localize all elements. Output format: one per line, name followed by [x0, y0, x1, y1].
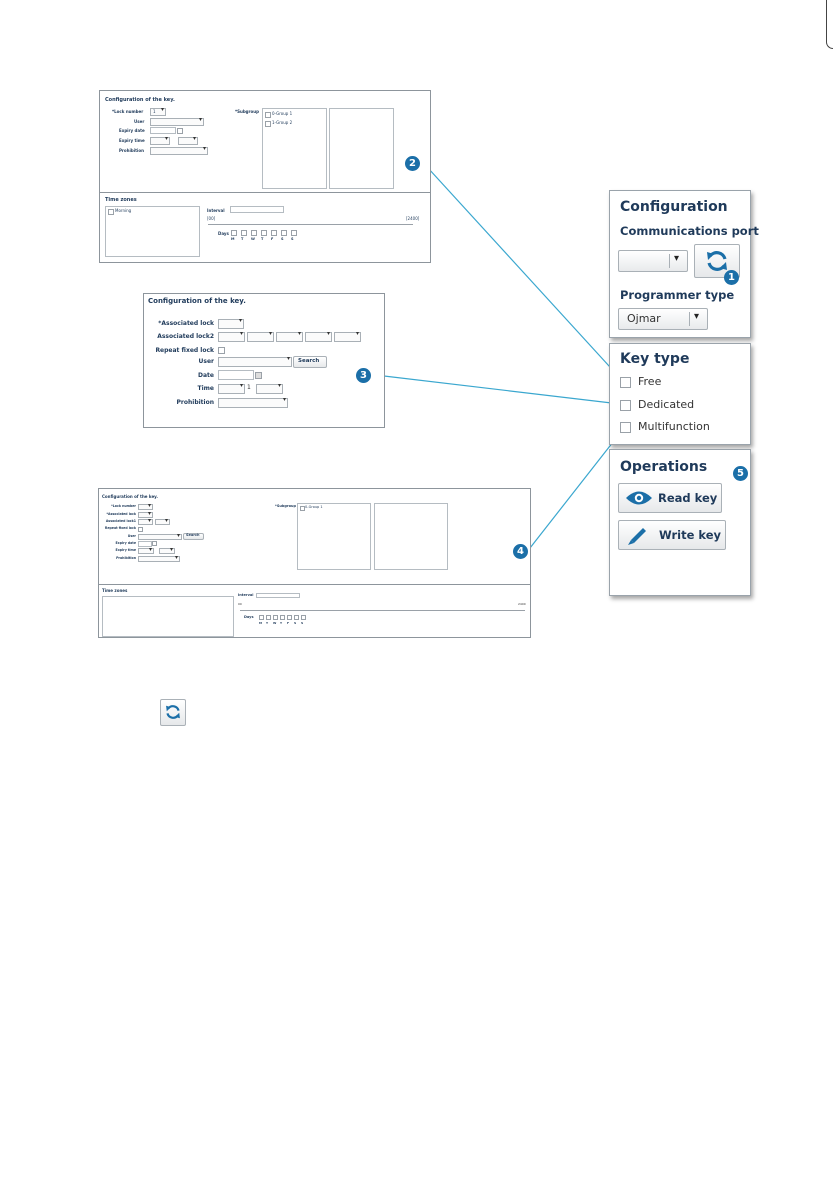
interval-label: Interval: [238, 593, 254, 597]
form-label: Date: [198, 372, 214, 379]
interval-label: Interval: [207, 208, 225, 213]
prohibition-label: Prohibition: [119, 148, 144, 153]
key-config-screenshot-3: [98, 488, 531, 638]
form-label: User: [127, 534, 136, 538]
day-label: T: [266, 621, 269, 625]
expiry-date-label: Expiry date: [119, 128, 145, 133]
multifunction-checkbox[interactable]: [620, 422, 631, 433]
divider: [100, 192, 430, 193]
day-label: S: [294, 621, 297, 625]
programmer-type-label: Programmer type: [620, 288, 735, 302]
timezones-title: Time zones: [105, 197, 137, 203]
user-select[interactable]: [218, 357, 292, 367]
day-label: S: [281, 237, 284, 241]
refresh-icon: [164, 703, 182, 721]
day-checkbox[interactable]: [291, 230, 297, 236]
programmer-type-value: Ojmar: [627, 312, 661, 325]
prohibition-select[interactable]: [150, 147, 208, 155]
selected-subgroup-list[interactable]: [374, 503, 448, 570]
day-checkbox[interactable]: [266, 615, 271, 620]
date-input[interactable]: [218, 370, 254, 380]
range-start: [00]: [207, 216, 216, 221]
config-title: Configuration of the key.: [102, 494, 158, 499]
dedicated-checkbox[interactable]: [620, 400, 631, 411]
day-label: W: [251, 237, 255, 241]
form-labels: [99, 489, 137, 579]
selected-subgroup-list[interactable]: [329, 108, 394, 189]
free-checkbox[interactable]: [620, 377, 631, 388]
day-checkbox[interactable]: [241, 230, 247, 236]
lock-number-label: *Lock number: [112, 109, 144, 114]
days-row: [259, 615, 334, 627]
form-label: Prohibition: [176, 399, 214, 406]
config-title: Configuration of the key.: [148, 297, 246, 305]
day-label: W: [273, 621, 277, 625]
form-label: *Lock number: [111, 504, 136, 508]
days-label: Days: [244, 615, 254, 619]
time-separator: 1: [247, 384, 251, 391]
associated-lock2-select-5[interactable]: [334, 332, 361, 342]
operations-panel: [609, 449, 751, 596]
subgroup-label: *Subgroup: [275, 504, 296, 508]
day-checkbox[interactable]: [281, 230, 287, 236]
badge-2: 2: [405, 156, 420, 171]
timezone-item: Morning: [115, 208, 132, 213]
config-title: Configuration of the key.: [105, 97, 175, 103]
calendar-icon[interactable]: [255, 372, 262, 379]
interval-input[interactable]: [230, 206, 284, 213]
day-checkbox[interactable]: [294, 615, 299, 620]
associated-lock1-select-1[interactable]: [138, 519, 153, 525]
key-type-title: Key type: [620, 351, 690, 367]
timezone-checkbox[interactable]: [108, 209, 114, 215]
key-config-screenshot-2: [143, 293, 385, 428]
timezones-list[interactable]: [102, 596, 234, 637]
associated-lock2-select-1[interactable]: [218, 332, 245, 342]
search-button[interactable]: Search: [183, 533, 204, 540]
badge-5: 5: [733, 466, 748, 481]
interval-slider[interactable]: [240, 610, 525, 611]
associated-lock2-select-4[interactable]: [305, 332, 332, 342]
expiry-hour-select[interactable]: [150, 137, 170, 145]
range-end: [2400]: [406, 216, 420, 221]
day-checkbox[interactable]: [287, 615, 292, 620]
subgroup-checkbox[interactable]: [265, 121, 271, 127]
prohibition-select[interactable]: [218, 398, 288, 408]
user-select[interactable]: [150, 118, 204, 126]
form-label: *Associated lock: [158, 320, 214, 327]
subgroup-item: 1-Group 2: [272, 120, 293, 125]
day-checkbox[interactable]: [251, 230, 257, 236]
associated-lock2-select-3[interactable]: [276, 332, 303, 342]
user-select[interactable]: [138, 534, 182, 540]
interval-input[interactable]: [256, 593, 300, 598]
communications-port-label: Communications port: [620, 224, 759, 238]
read-key-button[interactable]: Read key: [618, 483, 722, 513]
days-label: Days: [218, 231, 229, 236]
expiry-minute-select[interactable]: [178, 137, 198, 145]
form-label: Prohibition: [116, 556, 136, 560]
configuration-title: Configuration: [620, 199, 728, 215]
range-start: 00: [238, 602, 242, 606]
form-label: Expiry date: [115, 541, 136, 545]
expiry-date-input[interactable]: [150, 127, 176, 134]
badge-1: 1: [724, 270, 739, 285]
communications-port-select[interactable]: [618, 250, 688, 272]
prohibition-select[interactable]: [138, 556, 180, 562]
expiry-hour-select[interactable]: [138, 548, 154, 554]
day-label: T: [241, 237, 244, 241]
form-label: Repeat fixed lock: [155, 347, 214, 354]
repeat-fixed-lock-checkbox[interactable]: [218, 347, 225, 354]
eye-icon: [625, 490, 653, 506]
day-checkbox[interactable]: [259, 615, 264, 620]
form-label: Associated lock2: [157, 333, 214, 340]
day-checkbox[interactable]: [271, 230, 277, 236]
subgroup-list[interactable]: [297, 503, 371, 570]
refresh-icon: [704, 248, 730, 274]
days-row: [231, 230, 321, 245]
hour-select[interactable]: [218, 384, 245, 394]
day-label: M: [231, 237, 235, 241]
chevron-down-icon: ▾: [694, 311, 700, 322]
form-label: Time: [197, 385, 214, 392]
divider: [99, 584, 530, 585]
operations-title: Operations: [620, 459, 708, 475]
badge-4: 4: [513, 544, 528, 559]
calendar-icon[interactable]: [152, 541, 157, 546]
day-label: F: [271, 237, 274, 241]
expiry-minute-select[interactable]: [159, 548, 175, 554]
timezones-title: Time zones: [102, 588, 128, 593]
day-label: M: [259, 621, 262, 625]
form-label: Expiry time: [115, 548, 136, 552]
configuration-panel: [609, 190, 759, 338]
dedicated-label: Dedicated: [638, 398, 695, 411]
subgroup-item: 0-Group 1: [305, 505, 323, 509]
subgroup-checkbox[interactable]: [265, 112, 271, 118]
day-checkbox[interactable]: [261, 230, 267, 236]
interval-slider[interactable]: [208, 224, 413, 225]
multifunction-label: Multifunction: [638, 420, 710, 433]
associated-lock-select[interactable]: [218, 319, 244, 329]
lock-number-select[interactable]: 1 ▾: [150, 108, 166, 116]
write-key-button[interactable]: Write key: [618, 520, 726, 550]
form-labels: [144, 294, 216, 427]
day-checkbox[interactable]: [273, 615, 278, 620]
day-label: S: [291, 237, 294, 241]
day-label: T: [280, 621, 283, 625]
programmer-type-select[interactable]: [618, 308, 708, 330]
subgroup-list[interactable]: [262, 108, 327, 189]
refresh-button-sample: [160, 699, 186, 726]
free-label: Free: [638, 375, 662, 388]
pencil-icon: [626, 525, 648, 546]
form-label: Associated lock1: [105, 519, 136, 523]
day-label: F: [287, 621, 290, 625]
form-label: User: [198, 358, 214, 365]
chevron-down-icon: ▾: [674, 253, 680, 264]
day-checkbox[interactable]: [231, 230, 237, 236]
form-label: *Associated lock: [106, 512, 136, 516]
key-type-panel: [609, 343, 751, 445]
form-label: Repeat fixed lock: [104, 526, 136, 530]
repeat-fixed-lock-checkbox[interactable]: [138, 527, 143, 532]
calendar-icon[interactable]: [177, 128, 183, 134]
timezones-list[interactable]: [105, 206, 200, 257]
day-checkbox[interactable]: [280, 615, 285, 620]
minute-select[interactable]: [256, 384, 283, 394]
day-label: S: [301, 621, 304, 625]
user-label: User: [134, 119, 145, 124]
subgroup-label: *Subgroup: [235, 109, 259, 114]
expiry-time-label: Expiry time: [119, 138, 145, 143]
range-end: 2400: [518, 602, 526, 606]
day-checkbox[interactable]: [301, 615, 306, 620]
badge-3: 3: [356, 368, 371, 383]
day-label: T: [261, 237, 264, 241]
associated-lock2-select-2[interactable]: [247, 332, 274, 342]
search-button[interactable]: Search: [293, 356, 327, 368]
key-config-screenshot-1: [99, 90, 431, 263]
associated-lock1-select-2[interactable]: [155, 519, 170, 525]
subgroup-item: 0-Group 1: [272, 111, 293, 116]
